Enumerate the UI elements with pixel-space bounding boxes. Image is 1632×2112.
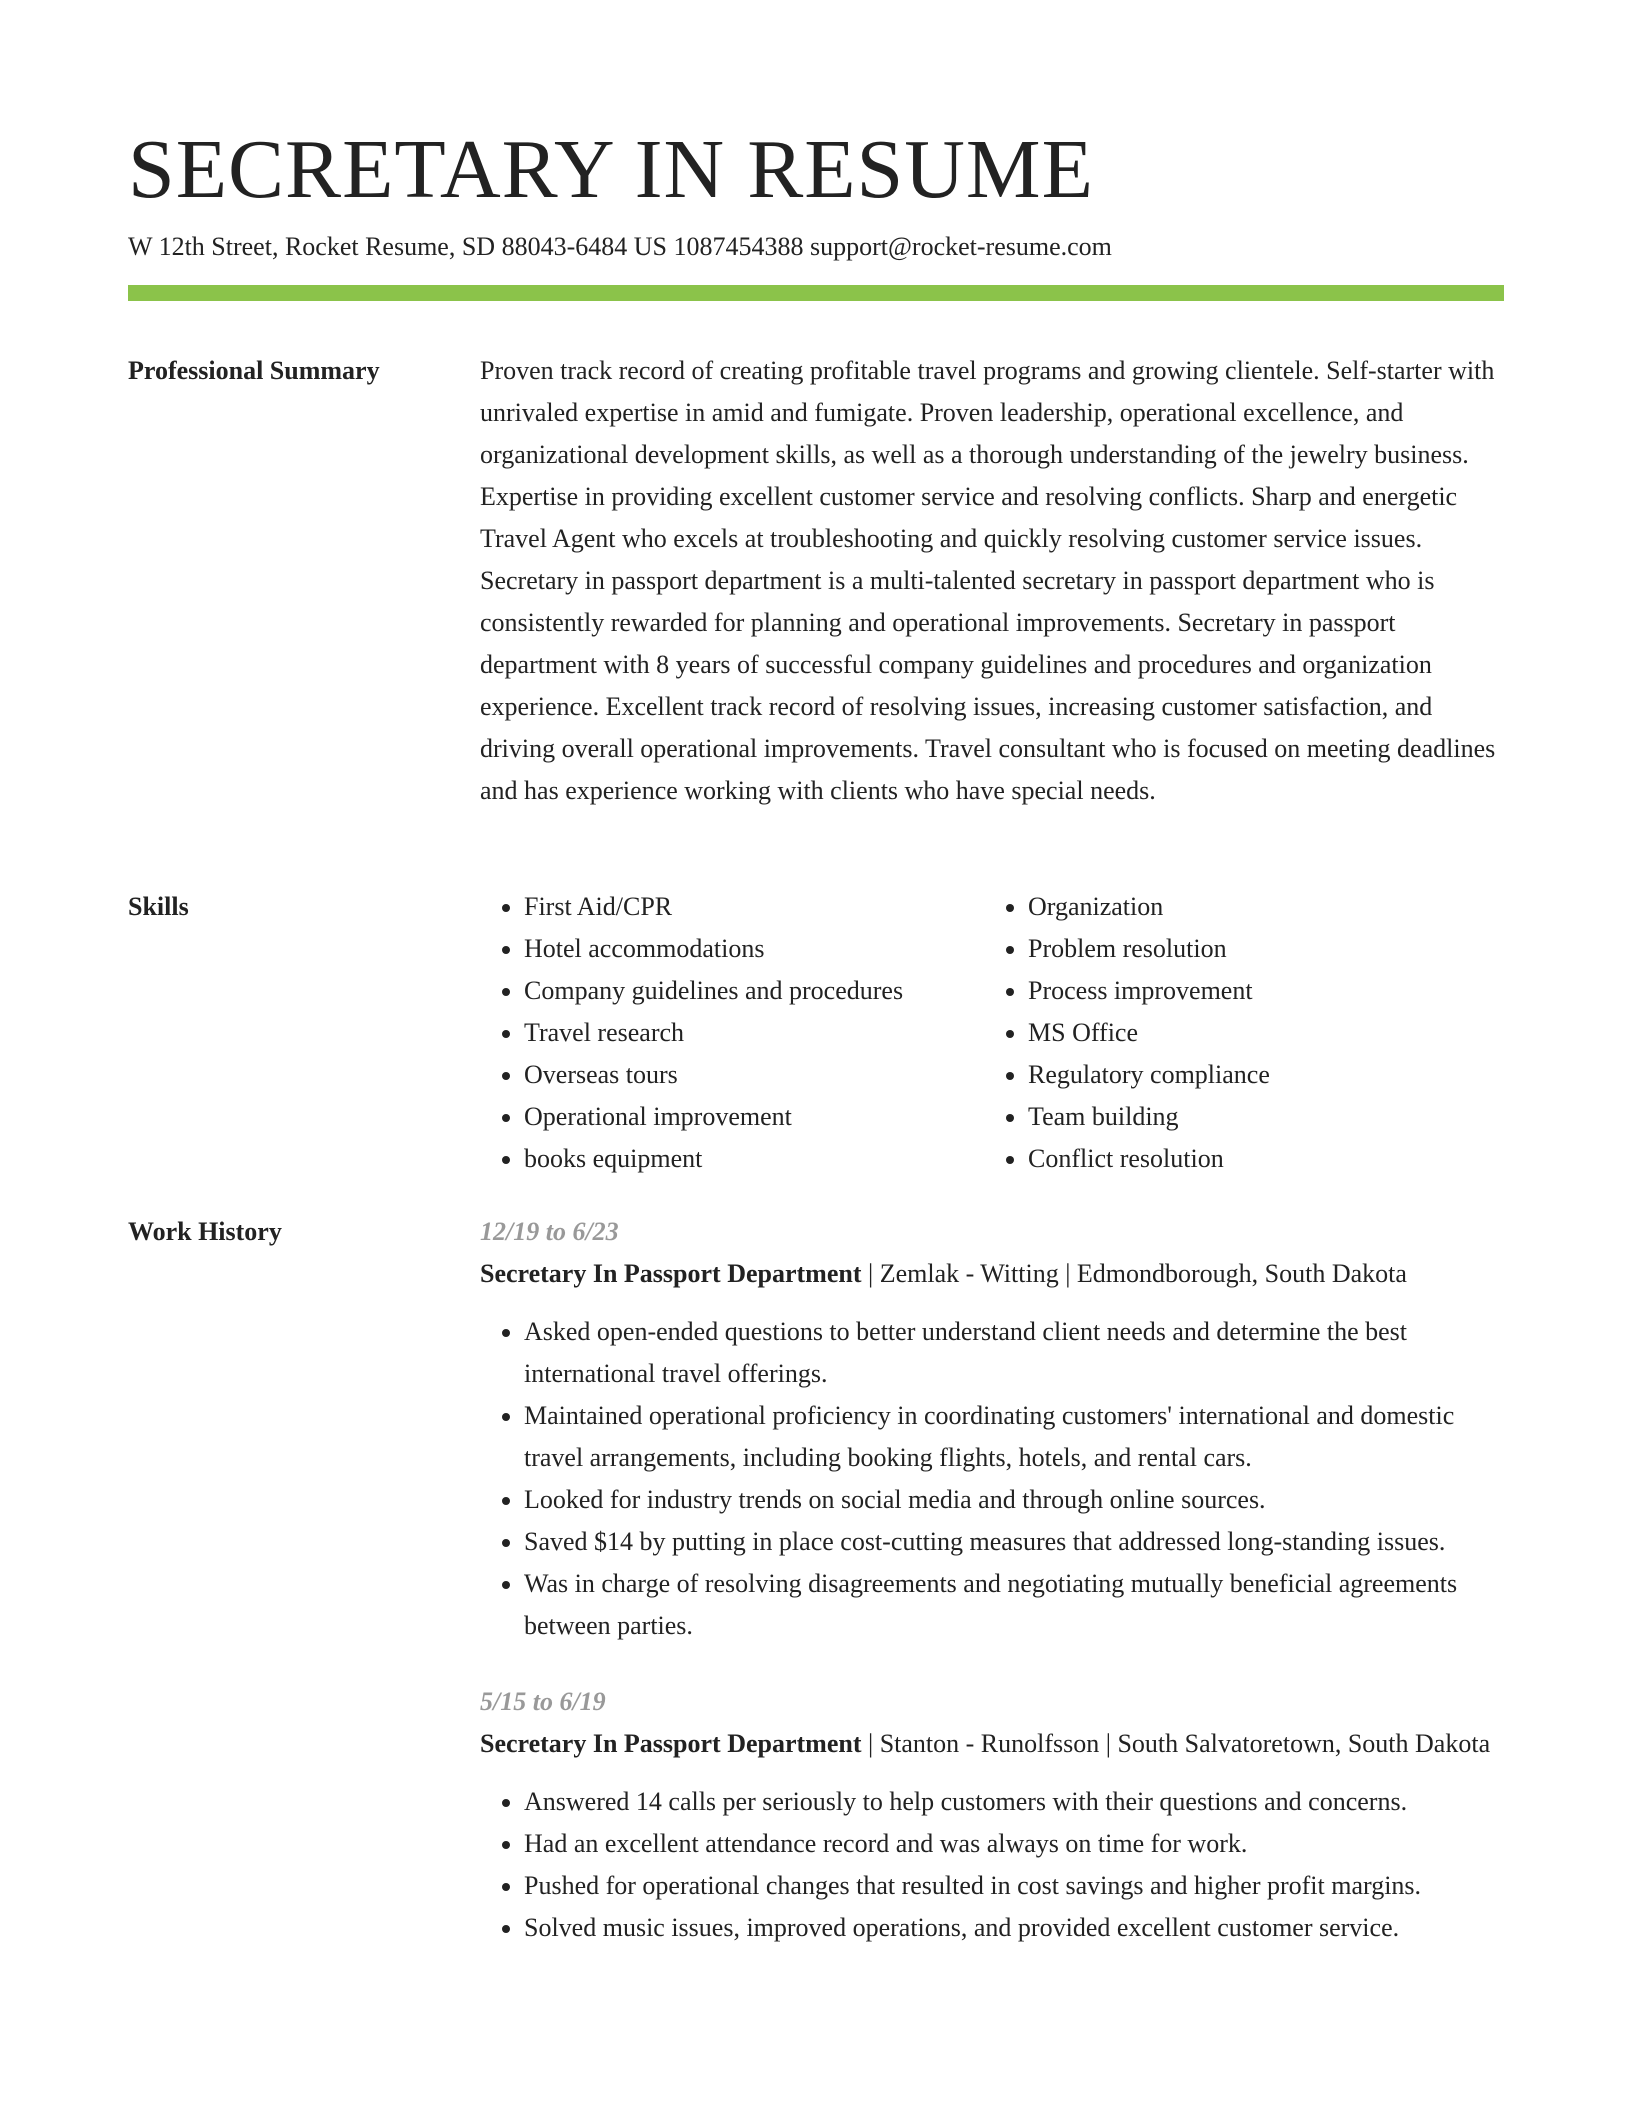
skill-item: • Travel research xyxy=(524,1012,984,1054)
summary-heading: Professional Summary xyxy=(128,356,380,385)
skill-item: • Process improvement xyxy=(1028,970,1488,1012)
skill-item: • Problem resolution xyxy=(1028,928,1488,970)
job-bullet: • Pushed for operational changes that resulted in cost savings and higher profit margins. xyxy=(524,1865,1504,1907)
job-title: Secretary In Passport Department xyxy=(480,1729,862,1758)
work-history-heading: Work History xyxy=(128,1217,282,1246)
job-heading xyxy=(480,1253,1504,1295)
skill-item: • Hotel accommodations xyxy=(524,928,984,970)
job-heading xyxy=(480,1723,1504,1765)
skill-item: • Conflict resolution xyxy=(1028,1138,1488,1180)
work-history-section xyxy=(128,1211,1504,2111)
summary-section xyxy=(128,350,1504,850)
contact-line: W 12th Street, Rocket Resume, SD 88043-6484 US 1087454388 support@rocket-resume.com xyxy=(128,232,1112,261)
job-bullet: • Maintained operational proficiency in coordinating customers' international and domestic travel arrangements, including booking flights, hotels, and rental cars. xyxy=(524,1395,1504,1479)
summary-body xyxy=(480,350,1504,812)
skill-item: • books equipment xyxy=(524,1138,984,1180)
job-bullets xyxy=(480,1781,1504,1949)
job-bullet: • Had an excellent attendance record and was always on time for work. xyxy=(524,1823,1504,1865)
job-entry xyxy=(480,1211,1504,1647)
skill-item: • Team building xyxy=(1028,1096,1488,1138)
job-dates: 5/15 to 6/19 xyxy=(480,1687,606,1716)
skill-item: • First Aid/CPR xyxy=(524,886,984,928)
skill-item: • Operational improvement xyxy=(524,1096,984,1138)
job-bullet: • Solved music issues, improved operations, and provided excellent customer service. xyxy=(524,1907,1504,1949)
skill-item: • MS Office xyxy=(1028,1012,1488,1054)
skills-section xyxy=(128,886,1504,1186)
job-bullet: • Saved $14 by putting in place cost-cutting measures that addressed long-standing issues. xyxy=(524,1521,1504,1563)
skills-list-right xyxy=(984,886,1488,1180)
skills-body xyxy=(480,886,1504,1180)
resume-header xyxy=(128,120,1504,264)
work-history-body xyxy=(480,1211,1504,1949)
job-employer-location: | Stanton - Runolfsson | South Salvatoretown, South Dakota xyxy=(861,1729,1491,1758)
summary-text: Proven track record of creating profitable travel programs and growing clientele. Self-starter with unrivaled expertise in amid and fumigate. Proven leadership, operational excellence, and organizational development skills, as well as a thorough understanding of the jewelry business. Expertise in providing excellent customer service and resolving conflicts. Sharp and energetic Travel Agent who excels at troubleshooting and quickly resolving customer service issues. Secretary in passport department is a multi-talented secretary in passport department who is consistently rewarded for planning and operational improvements. Secretary in passport department with 8 years of successful company guidelines and procedures and organization experience. Excellent track record of resolving issues, increasing customer satisfaction, and driving overall operational improvements. Travel consultant who is focused on meeting deadlines and has experience working with clients who have special needs. xyxy=(480,356,1496,805)
job-bullet: • Answered 14 calls per seriously to help customers with their questions and concerns. xyxy=(524,1781,1504,1823)
skill-item: • Organization xyxy=(1028,886,1488,928)
skill-item: • Regulatory compliance xyxy=(1028,1054,1488,1096)
skill-item: • Company guidelines and procedures xyxy=(524,970,984,1012)
job-bullet: • Was in charge of resolving disagreements and negotiating mutually beneficial agreements between parties. xyxy=(524,1563,1504,1647)
job-bullet: • Asked open-ended questions to better understand client needs and determine the best international travel offerings. xyxy=(524,1311,1504,1395)
job-bullet: • Looked for industry trends on social media and through online sources. xyxy=(524,1479,1504,1521)
job-entry xyxy=(480,1681,1504,1949)
candidate-name: SECRETARY IN RESUME xyxy=(128,123,1094,216)
skill-item: • Overseas tours xyxy=(524,1054,984,1096)
job-bullets xyxy=(480,1311,1504,1647)
skills-columns xyxy=(480,886,1504,1180)
accent-divider xyxy=(128,285,1504,301)
skills-list-left xyxy=(480,886,984,1180)
skills-heading: Skills xyxy=(128,892,189,921)
job-title: Secretary In Passport Department xyxy=(480,1259,862,1288)
job-dates: 12/19 to 6/23 xyxy=(480,1217,619,1246)
job-employer-location: | Zemlak - Witting | Edmondborough, South Dakota xyxy=(861,1259,1407,1288)
